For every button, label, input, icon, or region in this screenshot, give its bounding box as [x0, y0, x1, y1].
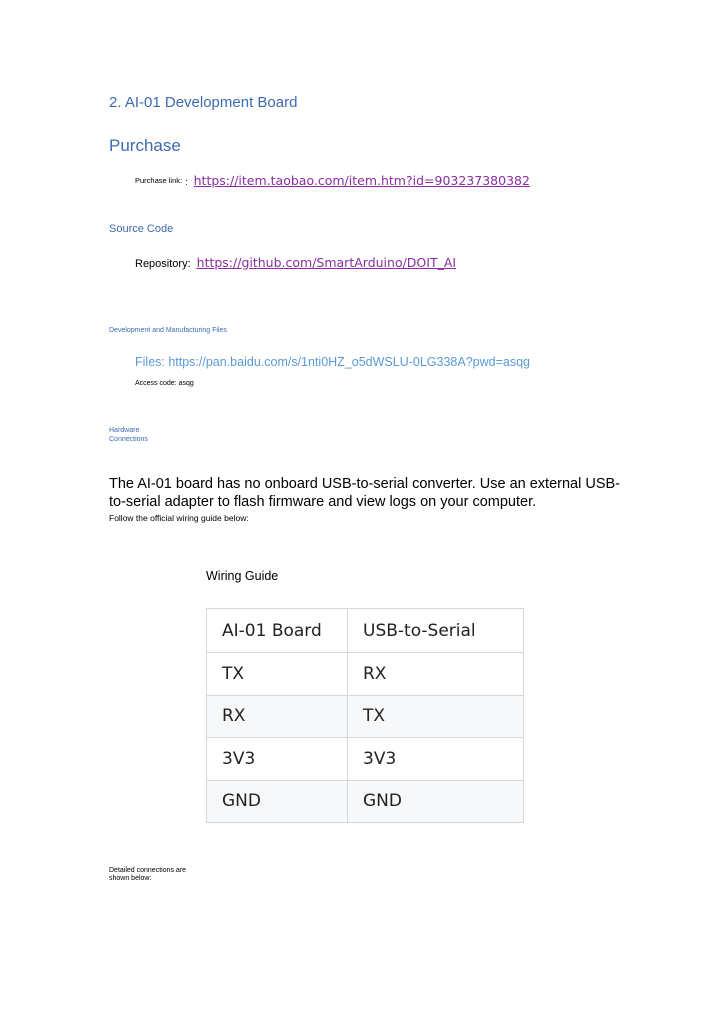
repository-link[interactable]: https://github.com/SmartArduino/DOIT_AI	[196, 255, 457, 270]
hardware-connections-heading: Hardware Connections	[109, 427, 148, 443]
table-cell: 3V3	[348, 738, 524, 781]
purchase-link-label: Purchase link:	[135, 176, 183, 185]
repository-label: Repository:	[135, 258, 191, 270]
source-code-heading: Source Code	[109, 223, 174, 235]
purchase-link-row	[135, 172, 530, 190]
table-cell: TX	[348, 695, 524, 738]
purchase-heading: Purchase	[109, 136, 181, 155]
section-heading: 2. AI-01 Development Board	[109, 94, 298, 111]
table-header-cell: USB-to-Serial	[348, 609, 524, 653]
table-header-row	[207, 609, 524, 653]
table-cell: GND	[348, 780, 524, 823]
detailed-connections-note: Detailed connections are shown below:	[109, 867, 187, 882]
purchase-link[interactable]: https://item.taobao.com/item.htm?id=903237380382	[193, 173, 530, 188]
wiring-guide-title: Wiring Guide	[206, 569, 279, 583]
table-cell: TX	[207, 653, 348, 696]
access-code: Access code: asqg	[135, 380, 194, 387]
table-row	[207, 738, 524, 781]
table-cell: RX	[207, 695, 348, 738]
follow-guide-text: Follow the official wiring guide below:	[109, 513, 249, 523]
hardware-intro-paragraph: The AI-01 board has no onboard USB-to-serial converter. Use an external USB-to-serial adapter to flash firmware and view logs on your computer.	[109, 476, 620, 510]
purchase-link-separator: :	[185, 177, 188, 187]
wiring-table	[206, 608, 524, 823]
dev-files-heading: Development and Manufacturing Files	[109, 327, 227, 334]
table-cell: RX	[348, 653, 524, 696]
repository-row	[135, 254, 456, 272]
table-header-cell: AI-01 Board	[207, 609, 348, 653]
table-row	[207, 780, 524, 823]
table-cell: 3V3	[207, 738, 348, 781]
files-link[interactable]: Files: https://pan.baidu.com/s/1nti0HZ_o5dWSLU-0LG338A?pwd=asqg	[135, 355, 531, 369]
table-row	[207, 695, 524, 738]
table-row	[207, 653, 524, 696]
table-cell: GND	[207, 780, 348, 823]
